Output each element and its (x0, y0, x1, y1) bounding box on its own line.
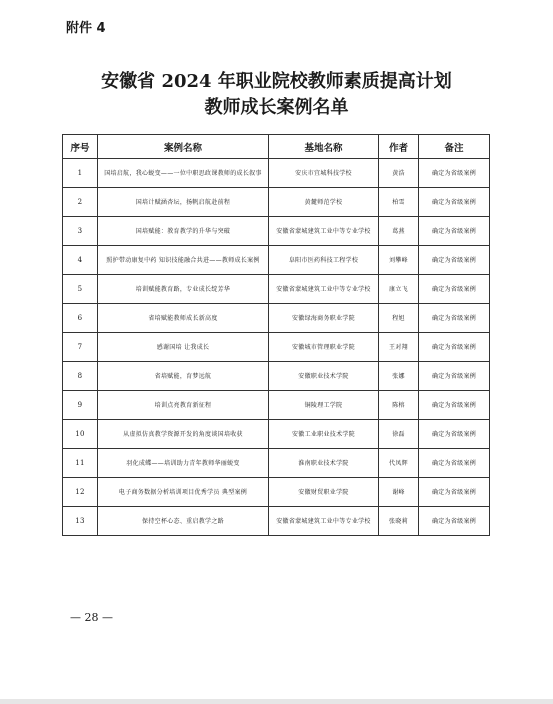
row-base-name: 安徽省蒙城建筑工业中等专业学校 (269, 217, 379, 246)
row-note: 确定为省级案例 (419, 507, 490, 536)
table-row (63, 333, 490, 362)
row-case-name: 国培启航，我心蜕变——一位中职思政课教师的成长叙事 (98, 159, 269, 188)
row-index: 5 (63, 275, 98, 304)
row-case-name: 电子商务数据分析培训项目优秀学员 典型案例 (98, 478, 269, 507)
row-note: 确定为省级案例 (419, 478, 490, 507)
row-author: 徐磊 (379, 420, 419, 449)
row-note: 确定为省级案例 (419, 449, 490, 478)
row-case-name: 培训赋能教育路，专业成长绽芳华 (98, 275, 269, 304)
row-note: 确定为省级案例 (419, 217, 490, 246)
header-index: 序号 (63, 135, 98, 159)
page-number: — 28 — (70, 611, 113, 624)
row-author: 陈榕 (379, 391, 419, 420)
row-index: 12 (63, 478, 98, 507)
row-author: 柏雪 (379, 188, 419, 217)
row-note: 确定为省级案例 (419, 275, 490, 304)
row-note: 确定为省级案例 (419, 304, 490, 333)
row-author: 张晓莉 (379, 507, 419, 536)
row-index: 8 (63, 362, 98, 391)
row-index: 11 (63, 449, 98, 478)
row-author: 葛燕 (379, 217, 419, 246)
row-index: 2 (63, 188, 98, 217)
row-case-name: 国培计赋涵杏坛，扬帆启航赴前程 (98, 188, 269, 217)
row-base-name: 安徽省蒙城建筑工业中等专业学校 (269, 275, 379, 304)
row-base-name: 安徽城市管理职业学院 (269, 333, 379, 362)
document-title-line2: 教师成长案例名单 (204, 97, 349, 118)
row-note: 确定为省级案例 (419, 362, 490, 391)
row-note: 确定为省级案例 (419, 246, 490, 275)
row-base-name: 黄麓师范学校 (269, 188, 379, 217)
row-case-name: 省培赋能，育梦远航 (98, 362, 269, 391)
row-index: 4 (63, 246, 98, 275)
row-case-name: 羽化成蝶——培训助力青年教师华丽蜕变 (98, 449, 269, 478)
header-author: 作者 (379, 135, 419, 159)
row-base-name: 安徽财贸职业学院 (269, 478, 379, 507)
row-base-name: 安徽省蒙城建筑工业中等专业学校 (269, 507, 379, 536)
row-index: 1 (63, 159, 98, 188)
table-row (63, 275, 490, 304)
row-author: 谢峰 (379, 478, 419, 507)
row-base-name: 铜陵理工学院 (269, 391, 379, 420)
document-title-line1: 安徽省 2024 年职业院校教师素质提高计划 (101, 71, 452, 92)
row-case-name: 国培赋能：教育教学的升华与突破 (98, 217, 269, 246)
table-row (63, 507, 490, 536)
header-note: 备注 (419, 135, 490, 159)
row-case-name: 照护带动康复中药 知识技能融合共进——教师成长案例 (98, 246, 269, 275)
row-base-name: 安徽工业职业技术学院 (269, 420, 379, 449)
header-case-name: 案例名称 (98, 135, 269, 159)
row-case-name: 感谢国培 让我成长 (98, 333, 269, 362)
row-case-name: 培训点亮教育新征程 (98, 391, 269, 420)
case-list-table (62, 134, 490, 536)
table-row (63, 478, 490, 507)
row-note: 确定为省级案例 (419, 420, 490, 449)
row-index: 6 (63, 304, 98, 333)
row-author: 黄浩 (379, 159, 419, 188)
row-author: 代凤辉 (379, 449, 419, 478)
header-base-name: 基地名称 (269, 135, 379, 159)
row-note: 确定为省级案例 (419, 159, 490, 188)
table-row (63, 391, 490, 420)
attachment-label: 附件 4 (66, 21, 106, 36)
row-base-name: 安徽职业技术学院 (269, 362, 379, 391)
row-author: 张娜 (379, 362, 419, 391)
table-row (63, 217, 490, 246)
table-row (63, 304, 490, 333)
row-case-name: 保持空杯心态、重启教学之路 (98, 507, 269, 536)
row-note: 确定为省级案例 (419, 391, 490, 420)
row-index: 10 (63, 420, 98, 449)
table-header-row (63, 135, 490, 159)
row-author: 程旭 (379, 304, 419, 333)
row-case-name: 从虚拟仿真教学资源开发的角度谈国培收获 (98, 420, 269, 449)
row-index: 3 (63, 217, 98, 246)
table-row (63, 420, 490, 449)
row-index: 9 (63, 391, 98, 420)
row-base-name: 淮南职业技术学院 (269, 449, 379, 478)
row-case-name: 省培赋能教师成长新高度 (98, 304, 269, 333)
row-note: 确定为省级案例 (419, 188, 490, 217)
row-note: 确定为省级案例 (419, 333, 490, 362)
table-row (63, 362, 490, 391)
row-author: 刘攀峰 (379, 246, 419, 275)
table-row (63, 188, 490, 217)
row-author: 康立飞 (379, 275, 419, 304)
row-base-name: 安徽绿海商务职业学院 (269, 304, 379, 333)
row-base-name: 安庆市宜城科技学校 (269, 159, 379, 188)
table-row (63, 159, 490, 188)
table-row (63, 246, 490, 275)
row-base-name: 阜阳市医药科技工程学校 (269, 246, 379, 275)
row-author: 王对翔 (379, 333, 419, 362)
row-index: 7 (63, 333, 98, 362)
bottom-scroll-edge (0, 699, 553, 704)
table-row (63, 449, 490, 478)
row-index: 13 (63, 507, 98, 536)
